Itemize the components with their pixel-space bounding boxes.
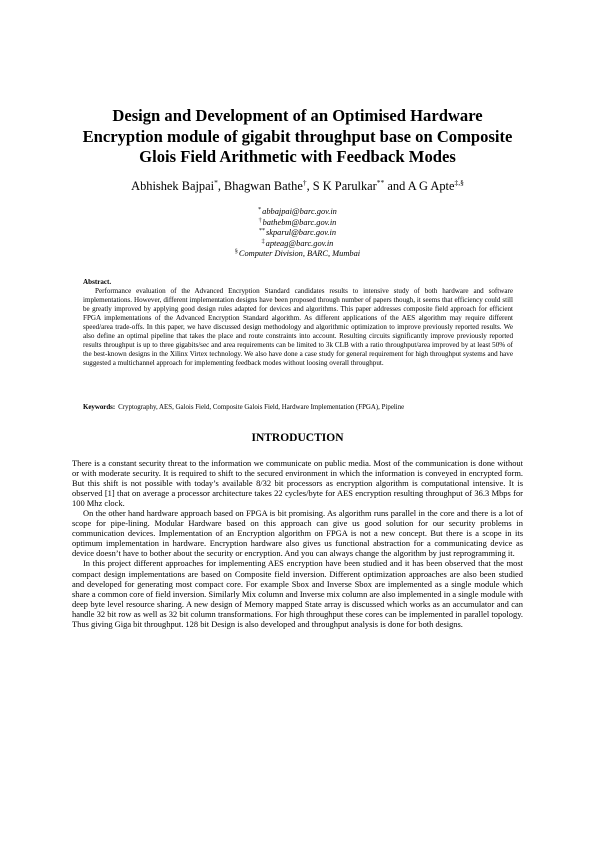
affiliation-line (60, 239, 535, 250)
abstract (83, 278, 513, 368)
author-mark: † (302, 178, 307, 187)
body-text (72, 458, 523, 629)
email: bathebm@barc.gov.in (262, 217, 337, 227)
author-separator: , (306, 179, 313, 193)
affiliation-mark: ‡ (261, 238, 265, 245)
keywords-label: Keywords: (83, 404, 116, 411)
paper-title (60, 106, 535, 168)
paragraph: On the other hand hardware approach based on FPGA is bit promising. As algorithm runs parallel in the core and there is a lot of scope for pipe-lining. Modular Hardware based on this approach can give us good solution for our security problems in communication devices. Implementation of an Encryption algorithm on FPGA is not a new concept. But there is a scope in its optimum implementation in hardware. Encryption hardware also gives us functional abstraction for a communicating device as device doesn’t have to bother about the security or encryption. And you can always change the algorithm by just reprogramming it. (72, 508, 523, 559)
title-line: Encryption module of gigabit throughput base on Composite (82, 126, 513, 146)
affiliation-line (60, 207, 535, 218)
abstract-heading: Abstract. (83, 278, 112, 286)
affiliation-line (60, 249, 535, 260)
institution: Computer Division, BARC, Mumbai (238, 249, 361, 259)
author-name: A G Apte (407, 179, 455, 193)
author-mark: ‡,§ (454, 178, 464, 187)
affiliation-line (60, 218, 535, 229)
affiliation-mark: † (258, 217, 262, 224)
affiliation-list (60, 207, 535, 260)
author-mark: ** (376, 178, 385, 187)
affiliation-mark: § (234, 249, 238, 256)
affiliation-mark: * (258, 207, 262, 213)
paragraph: In this project different approaches for implementing AES encryption have been studied and it has been observed that the most compact design implementations are based on Composite field inversion. Different optimization approaches are also been studied and developed for generating most compact core. For example Sbox and Inverse Sbox are implemented as a single module which share a common core of field inversion. Similarly Mix column and Inverse mix column are also implemented in a single module with deep byte level resource sharing. A new design of Memory mapped State array is discussed which works as an accumulator and can handle 32 bit row as well as 32 bit column transformations. For high throughput these cores can be implemented in parallel topology. Thus giving Giga bit throughput. 128 bit Design is also developed and throughput analysis is done for both designs. (72, 558, 523, 629)
email: skparul@barc.gov.in (265, 228, 337, 238)
abstract-text: Performance evaluation of the Advanced Encryption Standard candidates results to intensive study of both hardware and software implementations. However, different implementation designs have been proposed through number of papers though, it seems that efficiency could still be greatly improved by applying good design rules adapted for devices and algorithms. This paper addresses composite field approach for efficient FPGA implementations of the Advanced Encryption Standard algorithm. As different applications of the AES algorithm may require different speed/area trade-offs. In this paper, we have discussed design methodology and algorithmic optimization to improve previously reported results. We also define an optimal pipeline that takes the place and route constraints into account. Resulting circuits significantly improve previously reported results throughput is up to three gigabits/sec and area requirements can be limited to 3k CLB with a ratio throughput/area improved by at least 50% of the best-known designs in the Xilinx Virtex technology. We also have done a case study for general requirement for high throughput systems and have suggested a multichannel approach for implementing feedback modes without loosing overall throughput. (83, 286, 513, 367)
affiliation-line (60, 228, 535, 239)
author-name: S K Parulkar (312, 179, 377, 193)
author-name: Abhishek Bajpai (131, 179, 215, 193)
author-list (40, 178, 555, 194)
email: abbajpai@barc.gov.in (262, 207, 337, 216)
author-separator: and (384, 179, 408, 193)
paragraph: There is a constant security threat to the information we communicate on public media. Most of the communication is done without or with moderate security. It is required to shift to the secured environment in which the information is conveyed in encrypted form. But this shift is not possible with today’s available 8/32 bit processors as encryption algorithm is computational intensive. It is observed [1] that on average a processor architecture takes 22 cycles/byte for AES encryption resulting throughput of 36.3 Mbps for 100 Mhz clock. (72, 458, 523, 509)
author-mark: * (214, 178, 218, 187)
keywords (83, 403, 513, 412)
section-heading: INTRODUCTION (251, 432, 344, 444)
author-separator: , (217, 179, 225, 193)
author-name: Bhagwan Bathe (224, 179, 303, 193)
affiliation-mark: ** (258, 228, 265, 235)
title-line: Glois Field Arithmetic with Feedback Modes (139, 147, 456, 166)
email: apteag@barc.gov.in (265, 238, 334, 248)
title-line: Design and Development of an Optimised Hardware (112, 106, 483, 125)
keywords-text: Cryptography, AES, Galois Field, Composite Galois Field, Hardware Implementation (FPGA), Pipeline (118, 404, 405, 411)
